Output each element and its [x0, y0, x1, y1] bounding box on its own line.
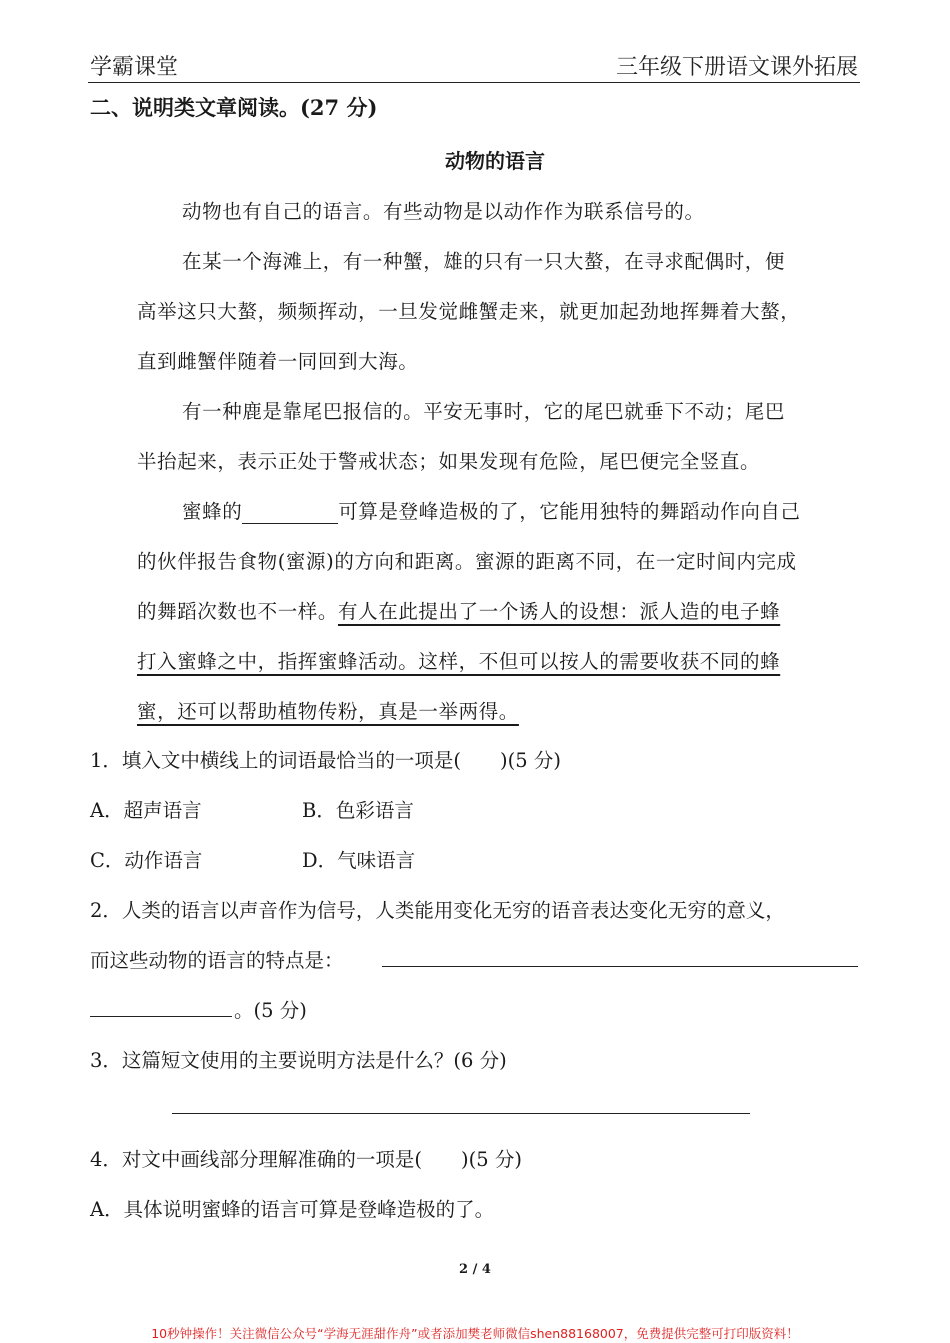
section-title: 二、说明类文章阅读。(27 分): [90, 95, 378, 120]
article-line: 动物也有自己的语言。有些动物是以动作作为联系信号的。: [182, 200, 705, 223]
bee-paragraph-line: [137, 596, 780, 624]
bee-paragraph-line: [182, 496, 801, 524]
bee-paragraph-line: 的伙伴报告食物(蜜源)的方向和距离。蜜源的距离不同，在一定时间内完成: [137, 550, 797, 573]
underlined-text: 打入蜜蜂之中，指挥蜜蜂活动。这样，不但可以按人的需要收获不同的蜂: [137, 650, 781, 673]
header-right-title: 三年级下册语文课外拓展: [615, 55, 858, 80]
question-2-prompt: 而这些动物的语言的特点是：: [90, 949, 344, 972]
article-line: 半抬起来，表示正处于警戒状态；如果发现有危险，尾巴便完全竖直。: [137, 450, 761, 473]
bee-line-start: 蜜蜂的: [182, 500, 243, 523]
underlined-text: 蜜，还可以帮助植物传粉，真是一举两得。: [137, 700, 519, 723]
question-1-option-b[interactable]: B．色彩语言: [302, 799, 414, 822]
question-1: 1．填入文中横线上的词语最恰当的一项是( )(5 分): [90, 749, 561, 772]
question-1-option-a[interactable]: A．超声语言: [90, 799, 202, 822]
question-3: 3．这篇短文使用的主要说明方法是什么？(6 分): [90, 1049, 507, 1072]
header-left-title: 学霸课堂: [90, 55, 179, 80]
question-4: 4．对文中画线部分理解准确的一项是( )(5 分): [90, 1148, 522, 1171]
bee-line-rest: 可算是登峰造极的了，它能用独特的舞蹈动作向自己: [338, 500, 801, 523]
answer-line[interactable]: [172, 1113, 750, 1114]
bee-line-plain: 的舞蹈次数也不一样。: [137, 600, 339, 623]
answer-line[interactable]: [90, 1016, 232, 1017]
article-line: 直到雌蟹伴随着一同回到大海。: [137, 350, 419, 373]
header-divider: [88, 82, 860, 83]
answer-line[interactable]: [382, 966, 858, 967]
underlined-text: 有人在此提出了一个诱人的设想：派人造的电子蜂: [338, 600, 781, 623]
footer-notice: 10秒钟操作！关注微信公众号“学海无涯甜作舟”或者添加樊老师微信shen88168007，免费提供完整可打印版资料！: [151, 1326, 799, 1341]
question-4-option-a[interactable]: A．具体说明蜜蜂的语言可算是登峰造极的了。: [90, 1198, 495, 1221]
article-title: 动物的语言: [445, 149, 545, 173]
question-2: 2．人类的语言以声音作为信号，人类能用变化无穷的语音表达变化无穷的意义，: [90, 899, 785, 922]
fill-blank[interactable]: [242, 503, 338, 524]
page-number: 2 / 4: [459, 1262, 491, 1277]
question-1-option-c[interactable]: C．动作语言: [90, 849, 203, 872]
question-2-score: 。(5 分): [234, 999, 307, 1022]
question-1-option-d[interactable]: D．气味语言: [302, 849, 416, 872]
article-line: 高举这只大螯，频频挥动，一旦发觉雌蟹走来，就更加起劲地挥舞着大螯，: [137, 300, 801, 323]
article-line: 有一种鹿是靠尾巴报信的。平安无事时，它的尾巴就垂下不动；尾巴: [182, 400, 786, 423]
article-line: 在某一个海滩上，有一种蟹，雄的只有一只大螯，在寻求配偶时，便: [182, 250, 786, 273]
